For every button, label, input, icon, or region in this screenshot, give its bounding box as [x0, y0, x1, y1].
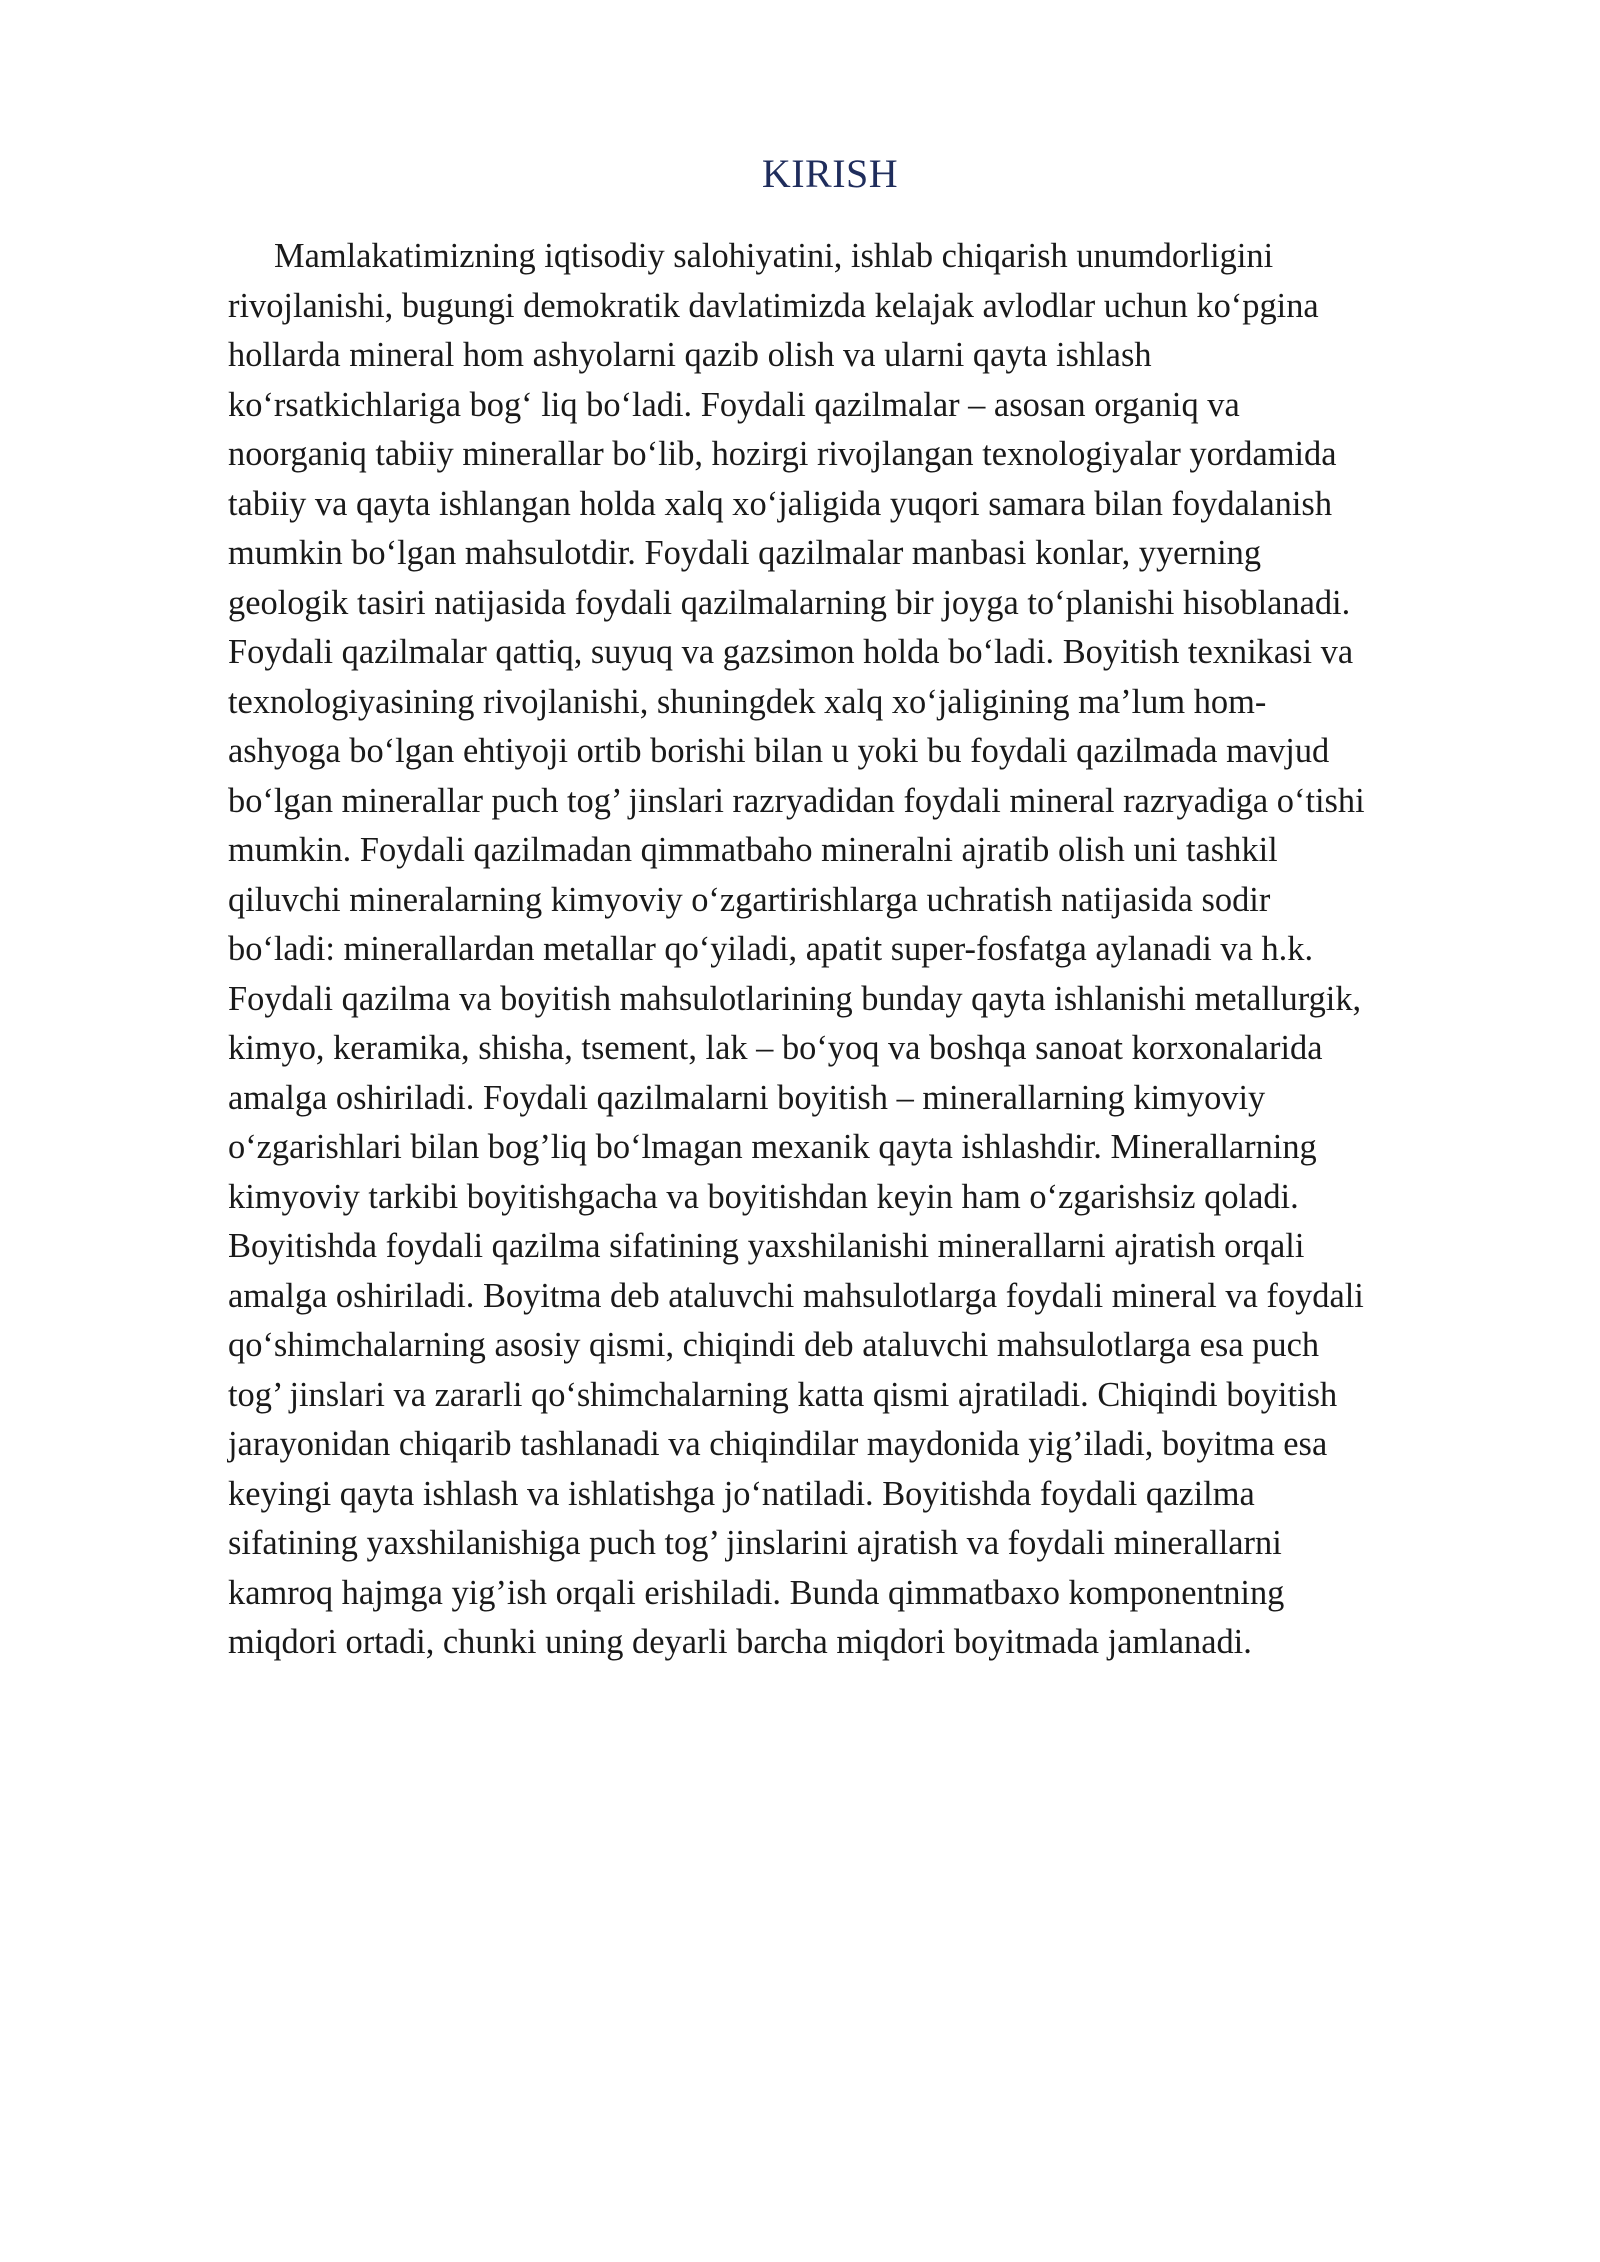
text-line: Boyitishda foydali qazilma sifatining yaxshilanishi minerallarni ajratish orqali: [228, 1227, 1305, 1265]
text-line: Foydali qazilmalar qattiq, suyuq va gazsimon holda bo‘ladi. Boyitish texnikasi va: [228, 633, 1354, 671]
text-line: bo‘lgan minerallar puch tog’ jinslari razryadidan foydali mineral razryadiga o‘tishi: [228, 781, 1365, 820]
text-line: sifatining yaxshilanishiga puch tog’ jinslarini ajratish va foydali minerallarni: [228, 1524, 1282, 1562]
text-line: amalga oshiriladi. Foydali qazilmalarni boyitish – minerallarning kimyoviy: [228, 1078, 1266, 1117]
text-line: o‘zgarishlari bilan bog’liq bo‘lmagan mexanik qayta ishlashdir. Minerallarning: [228, 1128, 1317, 1166]
text-line: kamroq hajmga yig’ish orqali erishiladi. Bunda qimmatbaxo komponentning: [228, 1573, 1285, 1612]
text-line: ashyoga bo‘lgan ehtiyoji ortib borishi bilan u yoki bu foydali qazilmada mavjud: [228, 732, 1330, 770]
text-line: Mamlakatimizning iqtisodiy salohiyatini, ishlab chiqarish unumdorligini: [274, 237, 1274, 275]
text-line: bo‘ladi: minerallardan metallar qo‘yiladi, apatit super-fosfatga aylanadi va h.k.: [228, 930, 1314, 968]
text-line: geologik tasiri natijasida foydali qazilmalarning bir joyga to‘planishi hisoblanadi.: [228, 583, 1351, 622]
body-paragraph: [228, 232, 1478, 1668]
text-line: noorganiq tabiiy minerallar bo‘lib, hozirgi rivojlangan texnologiyalar yordamida: [228, 435, 1337, 473]
text-line: texnologiyasining rivojlanishi, shuningdek xalq xo‘jaligining ma’lum hom-: [228, 682, 1267, 721]
text-line: miqdori ortadi, chunki uning deyarli barcha miqdori boyitmada jamlanadi.: [228, 1623, 1252, 1661]
text-line: tog’ jinslari va zararli qo‘shimchalarning katta qismi ajratiladi. Chiqindi boyitish: [228, 1375, 1338, 1414]
text-line: hollarda mineral hom ashyolarni qazib olish va ularni qayta ishlash: [228, 336, 1152, 374]
text-line: Foydali qazilma va boyitish mahsulotlarining bunday qayta ishlanishi metallurgik,: [228, 979, 1362, 1018]
text-line: mumkin bo‘lgan mahsulotdir. Foydali qazilmalar manbasi konlar, yyerning: [228, 534, 1262, 572]
text-line: qiluvchi mineralarning kimyoviy o‘zgartirishlarga uchratish natijasida sodir: [228, 880, 1271, 919]
text-line: kimyo, keramika, shisha, tsement, lak – bo‘yoq va boshqa sanoat korxonalarida: [228, 1029, 1323, 1067]
text-line: keyingi qayta ishlash va ishlatishga jo‘natiladi. Boyitishda foydali qazilma: [228, 1474, 1255, 1513]
text-line: mumkin. Foydali qazilmadan qimmatbaho mineralni ajratib olish uni tashkil: [228, 831, 1278, 869]
text-line: jarayonidan chiqarib tashlanadi va chiqindilar maydonida yig’iladi, boyitma esa: [228, 1425, 1328, 1463]
text-line: tabiiy va qayta ishlangan holda xalq xo‘jaligida yuqori samara bilan foydalanish: [228, 484, 1333, 523]
text-line: rivojlanishi, bugungi demokratik davlatimizda kelajak avlodlar uchun ko‘pgina: [228, 286, 1319, 325]
text-line: amalga oshiriladi. Boyitma deb ataluvchi mahsulotlarga foydali mineral va foydali: [228, 1276, 1364, 1315]
text-line: kimyoviy tarkibi boyitishgacha va boyitishdan keyin ham o‘zgarishsiz qoladi.: [228, 1177, 1299, 1216]
text-line: qo‘shimchalarning asosiy qismi, chiqindi deb ataluvchi mahsulotlarga esa puch: [228, 1326, 1320, 1364]
text-line: ko‘rsatkichlariga bog‘ liq bo‘ladi. Foydali qazilmalar – asosan organiq va: [228, 385, 1240, 424]
page-title: KIRISH: [761, 151, 899, 196]
